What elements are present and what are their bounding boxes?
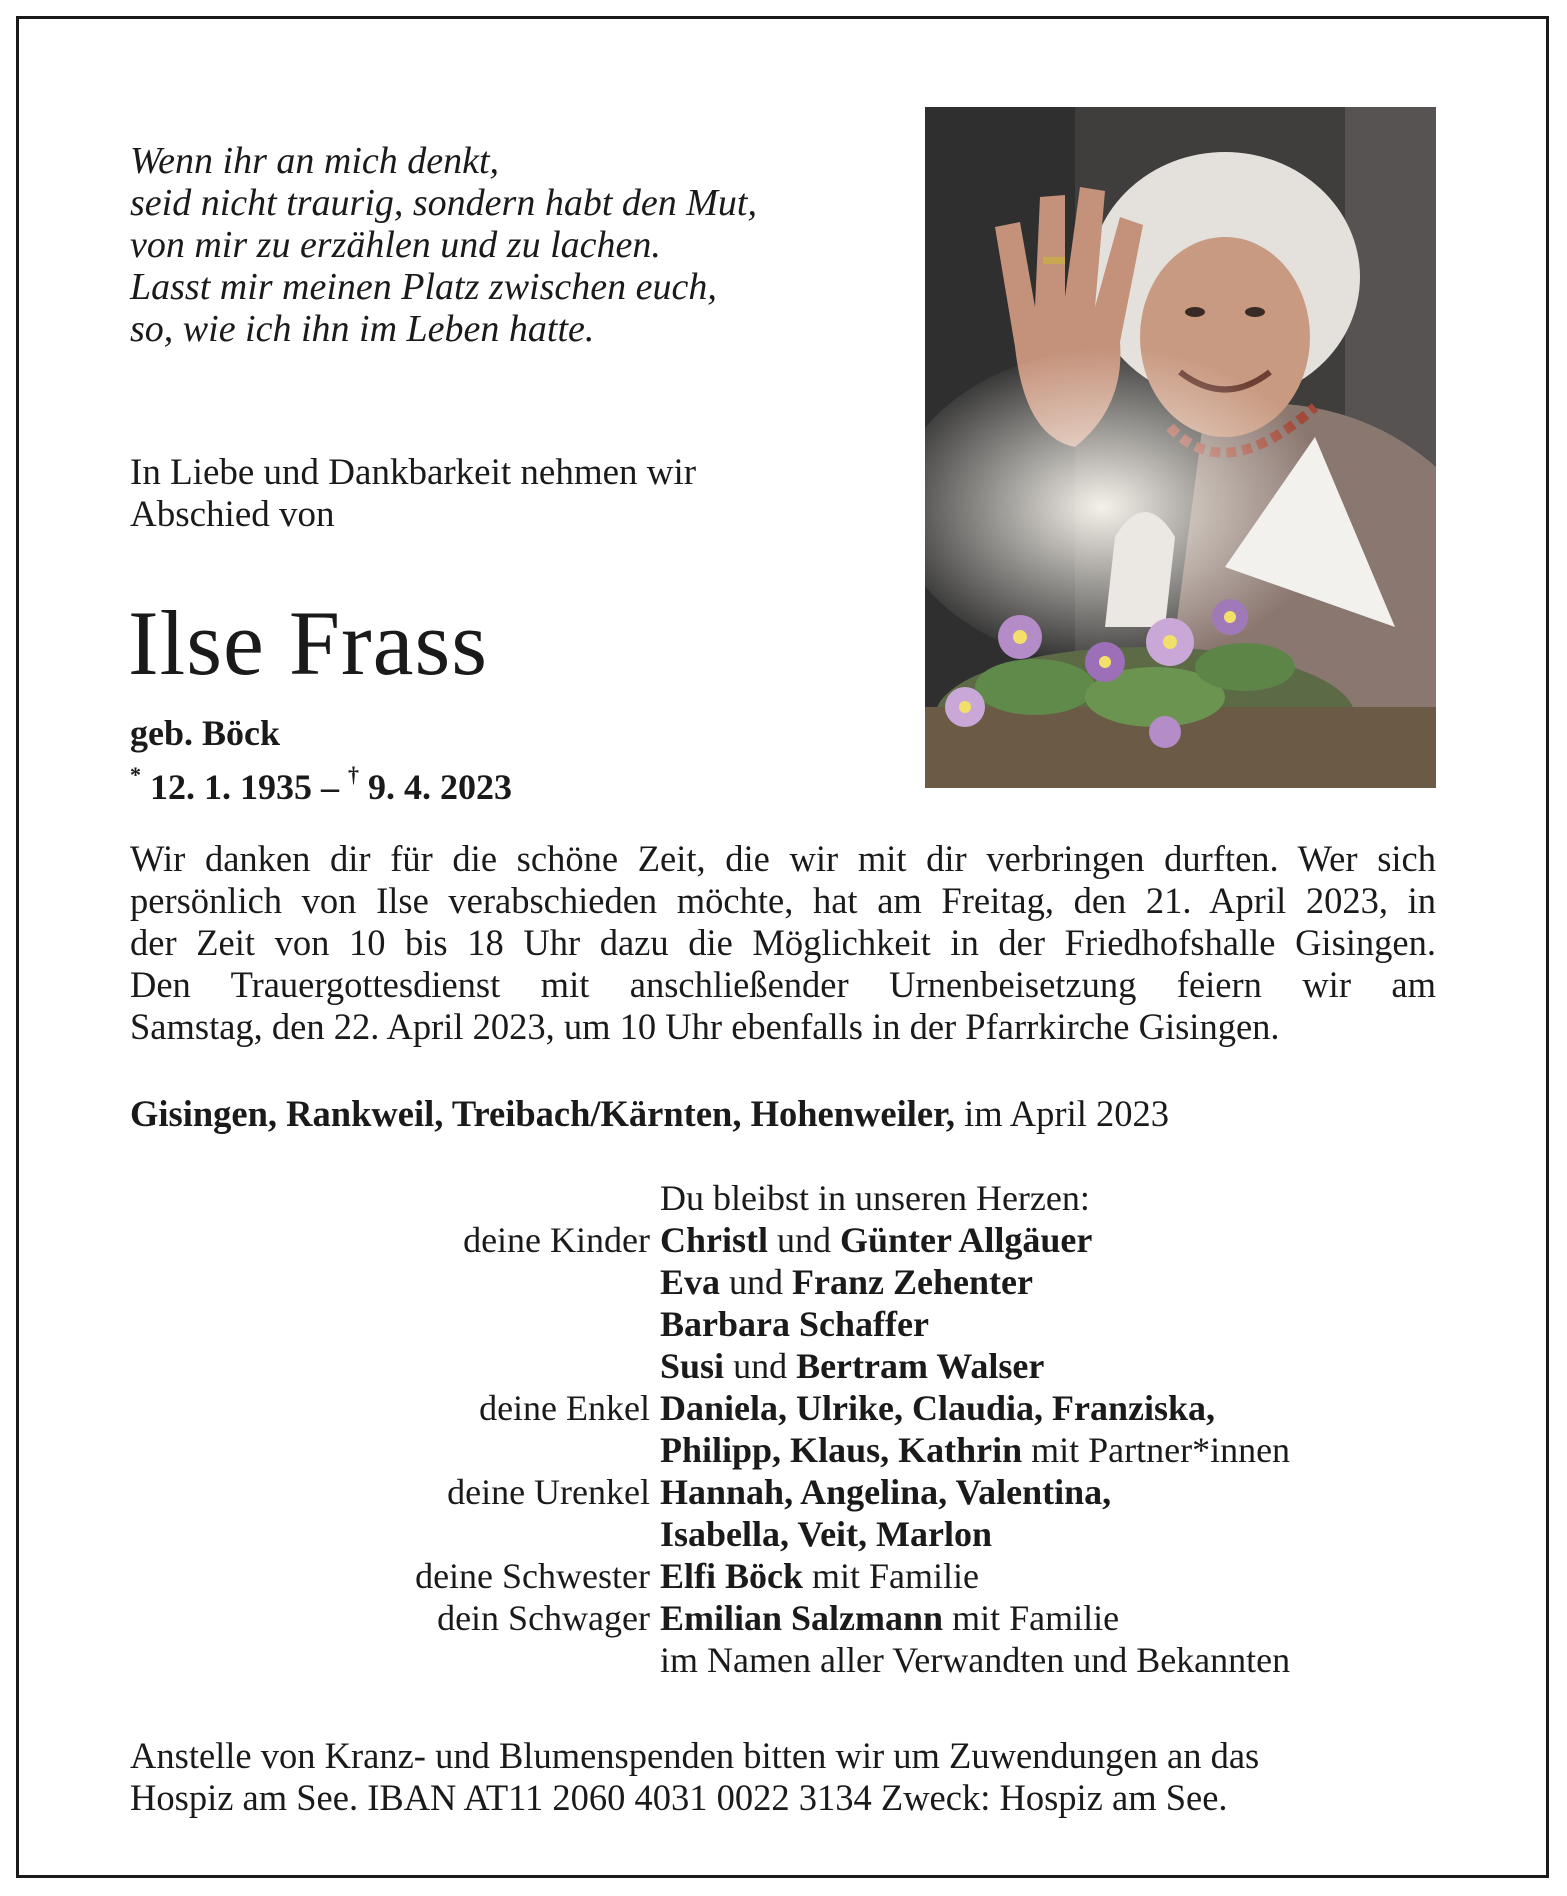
death-date: 9. 4. 2023 [368,767,512,807]
family-row [300,1471,1450,1513]
member-name: Eva [660,1262,721,1302]
member-name: Günter Allgäuer [840,1220,1093,1260]
poem-line: von mir zu erzählen und zu lachen. [130,224,661,266]
maiden-name: geb. Böck [130,713,281,753]
relation-label [300,1513,660,1555]
deceased-name: Ilse Frass [128,592,489,694]
mourners-list [300,1177,1450,1681]
family-members [660,1345,1044,1387]
date-separator: – [312,767,348,807]
connector-text: und [720,1262,793,1302]
member-name: Hannah, Angelina, Valentina, [660,1472,1112,1512]
family-members [660,1303,929,1345]
death-cross-icon: † [348,762,359,787]
relation-label: deine Enkel [479,1388,650,1428]
message-text [130,838,1436,1048]
family-row [300,1261,1450,1303]
places-and-date [130,1093,1169,1135]
relation-label: deine Urenkel [447,1472,650,1512]
member-name: Emilian Salzmann [660,1598,944,1638]
connector-text: und [768,1220,840,1260]
poem-line: Lasst mir meinen Platz zwischen euch, [130,266,717,308]
family-members [660,1597,1119,1639]
family-row [300,1219,1450,1261]
relation-label: dein Schwager [437,1598,650,1638]
member-name: Barbara Schaffer [660,1304,929,1344]
family-row [300,1429,1450,1471]
family-members [660,1261,1033,1303]
member-name: Daniela, Ulrike, Claudia, Franziska, [660,1388,1216,1428]
member-name: Bertram Walser [796,1346,1045,1386]
family-members [660,1471,1111,1513]
connector-text: mit Familie [803,1556,980,1596]
message-line: Wir danken dir für die schöne Zeit, die wir mit dir verbringen durften. Wer sich [130,838,1436,879]
poem-line: seid nicht traurig, sondern habt den Mut, [130,182,757,224]
family-members [660,1429,1290,1471]
family-intro-row [300,1177,1450,1219]
donation-line: Hospiz am See. IBAN AT11 2060 4031 0022 3134 Zweck: Hospiz am See. [130,1777,1228,1818]
poem-line: Wenn ihr an mich denkt, [130,140,500,182]
member-name: Susi [660,1346,725,1386]
farewell-line: Abschied von [130,494,335,535]
family-members [660,1387,1215,1429]
relation-label: deine Kinder [463,1220,650,1260]
connector-text: im Namen aller Verwandten und Bekannten [660,1640,1291,1680]
relation-label: deine Schwester [415,1556,650,1596]
family-members [660,1639,1290,1681]
family-intro: Du bleibst in unseren Herzen: [660,1178,1090,1218]
member-name: Christl [660,1220,768,1260]
family-row [300,1387,1450,1429]
birth-star-icon: * [130,762,141,787]
poem-line: so, wie ich ihn im Leben hatte. [130,308,595,350]
relation-label [300,1429,660,1471]
connector-text: mit Familie [943,1598,1120,1638]
family-members [660,1555,979,1597]
family-row [300,1597,1450,1639]
family-row [300,1513,1450,1555]
member-name: Isabella, Veit, Marlon [660,1514,993,1554]
connector-text: und [724,1346,797,1386]
member-name: Franz Zehenter [792,1262,1033,1302]
poem [130,140,890,350]
relation-label [300,1261,660,1303]
portrait-photo-illustration [925,107,1436,788]
portrait-photo [925,107,1436,788]
notice-date: im April 2023 [955,1093,1169,1134]
relation-label [300,1639,660,1681]
family-members [660,1513,992,1555]
member-name: Elfi Böck [660,1556,804,1596]
life-dates [130,758,512,808]
relation-label [300,1303,660,1345]
donation-line: Anstelle von Kranz- und Blumenspenden bitten wir um Zuwendungen an das [130,1735,1260,1776]
donation-note [130,1735,1436,1819]
family-row [300,1303,1450,1345]
place-names: Gisingen, Rankweil, Treibach/Kärnten, Hohenweiler, [130,1093,956,1134]
family-row [300,1345,1450,1387]
message-line: der Zeit von 10 bis 18 Uhr dazu die Möglichkeit in der Friedhofshalle Gisingen. [130,922,1436,963]
farewell-text [130,452,850,536]
family-members [660,1219,1092,1261]
birth-date: 12. 1. 1935 [150,767,312,807]
family-row [300,1555,1450,1597]
connector-text: mit Partner*innen [1022,1430,1291,1470]
farewell-line: In Liebe und Dankbarkeit nehmen wir [130,452,697,493]
member-name: Philipp, Klaus, Kathrin [660,1430,1023,1470]
message-line: Den Trauergottesdienst mit anschließender Urnenbeisetzung feiern wir am [130,964,1436,1005]
message-line: Samstag, den 22. April 2023, um 10 Uhr ebenfalls in der Pfarrkirche Gisingen. [130,1006,1280,1047]
relation-label [300,1345,660,1387]
message-line: persönlich von Ilse verabschieden möchte, hat am Freitag, den 21. April 2023, in [130,880,1436,921]
family-row [300,1639,1450,1681]
